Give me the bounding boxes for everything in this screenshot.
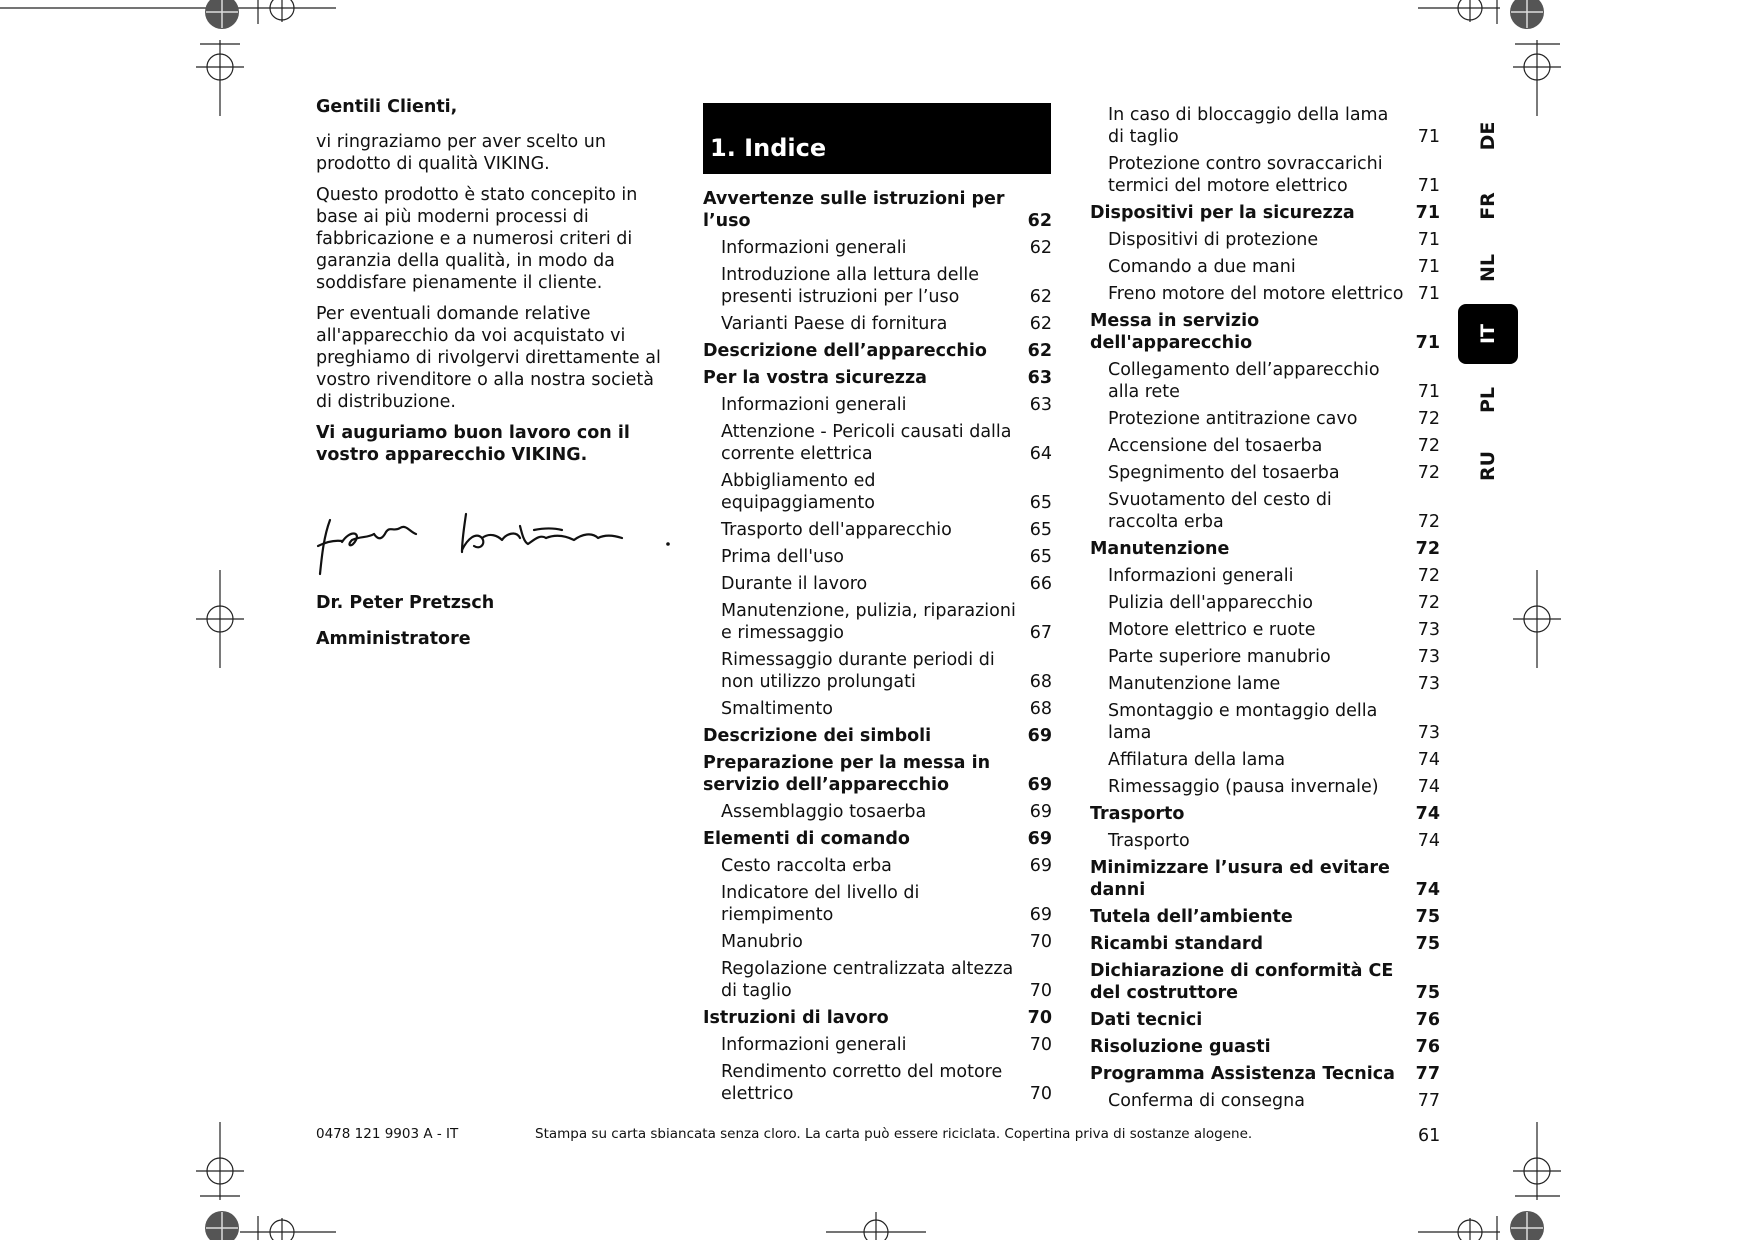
toc-entry[interactable]	[1090, 1090, 1440, 1112]
toc-entry-title: Manubrio	[721, 932, 803, 952]
toc-entry-page: 62	[1029, 287, 1052, 307]
toc-entry-title: Conferma di consegna	[1108, 1091, 1305, 1111]
toc-entry[interactable]	[1090, 933, 1440, 955]
lang-tab-de[interactable]	[1458, 106, 1518, 166]
toc-entry-page: 72	[1417, 566, 1440, 586]
toc-entry-title: Manutenzione lame	[1108, 674, 1281, 694]
toc-entry[interactable]	[1090, 565, 1440, 587]
paper-note: Stampa su carta sbiancata senza cloro. La carta può essere riciclata. Copertina priva di sostanze alogene.	[535, 1126, 1253, 1142]
lang-tab-pl[interactable]	[1458, 370, 1518, 430]
toc-entry-page: 66	[1029, 574, 1052, 594]
toc-entry-title: Attenzione - Pericoli causati dalla corrente elettrica	[721, 422, 1012, 464]
toc-entry[interactable]	[1090, 960, 1440, 1004]
toc-entry[interactable]	[703, 931, 1052, 953]
lang-tab-label: IT	[1477, 323, 1499, 345]
toc-entry[interactable]	[703, 519, 1052, 541]
intro-paragraph-1: vi ringraziamo per aver scelto un prodotto di qualità VIKING.	[316, 132, 606, 174]
toc-entry[interactable]	[1090, 700, 1440, 744]
toc-entry-page: 70	[1027, 1008, 1052, 1028]
toc-entry[interactable]	[703, 1034, 1052, 1056]
document-code: 0478 121 9903 A - IT	[316, 1126, 459, 1142]
toc-entry[interactable]	[703, 188, 1052, 232]
toc-entry-title: Protezione contro sovraccarichi termici del motore elettrico	[1108, 154, 1383, 196]
toc-entry[interactable]	[703, 573, 1052, 595]
toc-entry-page: 70	[1029, 1084, 1052, 1104]
toc-entry-page: 71	[1417, 284, 1440, 304]
toc-entry-page: 74	[1415, 880, 1440, 900]
toc-entry-title: Collegamento dell’apparecchio alla rete	[1108, 360, 1380, 402]
toc-entry-title: Dati tecnici	[1090, 1010, 1203, 1030]
toc-entry-title: Risoluzione guasti	[1090, 1037, 1271, 1057]
toc-entry-page: 70	[1029, 1035, 1052, 1055]
toc-entry-title: Rendimento corretto del motore elettrico	[721, 1062, 1003, 1104]
toc-entry-title: Parte superiore manubrio	[1108, 647, 1331, 667]
toc-entry[interactable]	[1090, 673, 1440, 695]
toc-entry[interactable]	[703, 1007, 1052, 1029]
toc-entry-title: Rimessaggio (pausa invernale)	[1108, 777, 1379, 797]
toc-entry-page: 71	[1417, 382, 1440, 402]
toc-entry[interactable]	[1090, 435, 1440, 457]
toc-entry[interactable]	[703, 313, 1052, 335]
toc-entry[interactable]	[703, 649, 1052, 693]
toc-entry-title: Comando a due mani	[1108, 257, 1296, 277]
toc-entry-page: 76	[1415, 1010, 1440, 1030]
lang-tab-label: PL	[1477, 386, 1499, 414]
toc-entry-page: 74	[1417, 750, 1440, 770]
toc-entry-page: 69	[1029, 856, 1052, 876]
toc-entry-title: Informazioni generali	[721, 238, 907, 258]
toc-entry[interactable]	[703, 546, 1052, 568]
toc-entry-title: Trasporto	[1108, 831, 1190, 851]
toc-entry-title: Minimizzare l’usura ed evitare danni	[1090, 858, 1390, 900]
toc-entry[interactable]	[1090, 153, 1440, 197]
toc-entry-page: 72	[1417, 512, 1440, 532]
toc-entry[interactable]	[703, 752, 1052, 796]
toc-entry[interactable]	[703, 882, 1052, 926]
toc-entry-page: 77	[1417, 1091, 1440, 1111]
toc-entry-title: Informazioni generali	[721, 1035, 907, 1055]
toc-entry-page: 72	[1417, 463, 1440, 483]
toc-entry-page: 72	[1415, 539, 1440, 559]
toc-entry[interactable]	[1090, 1063, 1440, 1085]
toc-entry[interactable]	[1090, 619, 1440, 641]
toc-entry-title: Descrizione dell’apparecchio	[703, 341, 987, 361]
lang-tab-label: RU	[1477, 450, 1499, 482]
toc-entry[interactable]	[1090, 803, 1440, 825]
toc-entry-title: Tutela dell’ambiente	[1090, 907, 1293, 927]
toc-entry[interactable]	[703, 470, 1052, 514]
toc-entry-title: Introduzione alla lettura delle presenti istruzioni per l’uso	[721, 265, 980, 307]
toc-entry-title: Dichiarazione di conformità CE del costruttore	[1090, 961, 1394, 1003]
toc-entry-page: 73	[1417, 674, 1440, 694]
toc-entry-title: Spegnimento del tosaerba	[1108, 463, 1340, 483]
lang-tab-it[interactable]	[1458, 304, 1518, 364]
toc-entry-title: Avvertenze sulle istruzioni per l’uso	[703, 189, 1005, 231]
intro-closing: Vi auguriamo buon lavoro con il vostro apparecchio VIKING.	[316, 423, 630, 465]
toc-entry[interactable]	[703, 237, 1052, 259]
toc-entry-title: Regolazione centralizzata altezza di taglio	[721, 959, 1014, 1001]
toc-entry-title: Rimessaggio durante periodi di non utilizzo prolungati	[721, 650, 995, 692]
toc-entry-page: 71	[1415, 333, 1440, 353]
toc-entry[interactable]	[703, 340, 1052, 362]
toc-entry[interactable]	[1090, 538, 1440, 560]
lang-tab-label: DE	[1477, 121, 1499, 151]
toc-entry[interactable]	[1090, 462, 1440, 484]
toc-entry-title: Descrizione dei simboli	[703, 726, 932, 746]
toc-entry-page: 69	[1027, 775, 1052, 795]
toc-entry-page: 74	[1415, 804, 1440, 824]
toc-entry-page: 73	[1417, 647, 1440, 667]
toc-entry-title: Istruzioni di lavoro	[703, 1008, 889, 1028]
toc-entry[interactable]	[1090, 256, 1440, 278]
toc-title: 1. Indice	[703, 103, 1051, 174]
lang-tab-label: FR	[1477, 192, 1499, 220]
signer-role: Amministratore	[316, 629, 471, 649]
toc-entry[interactable]	[703, 801, 1052, 823]
toc-entry-page: 69	[1027, 726, 1052, 746]
toc-entry-title: Dispositivi per la sicurezza	[1090, 203, 1355, 223]
toc-entry[interactable]	[703, 855, 1052, 877]
toc-entry-page: 71	[1417, 176, 1440, 196]
toc-entry-page: 63	[1029, 395, 1052, 415]
toc-entry-title: Abbigliamento ed equipaggiamento	[721, 471, 876, 513]
toc-entry[interactable]	[703, 421, 1052, 465]
toc-entry[interactable]	[1090, 857, 1440, 901]
toc-entry-page: 62	[1029, 238, 1052, 258]
toc-entry-title: Programma Assistenza Tecnica	[1090, 1064, 1395, 1084]
toc-entry-title: Smaltimento	[721, 699, 833, 719]
toc-entry[interactable]	[1090, 229, 1440, 251]
toc-entry[interactable]	[703, 1061, 1052, 1105]
handwritten-signature	[316, 510, 676, 580]
toc-entry[interactable]	[703, 725, 1052, 747]
toc-entry-page: 71	[1415, 203, 1440, 223]
toc-entry[interactable]	[1090, 776, 1440, 798]
toc-entry[interactable]	[703, 828, 1052, 850]
toc-entry-page: 69	[1029, 905, 1052, 925]
toc-entry-title: Svuotamento del cesto di raccolta erba	[1108, 490, 1332, 532]
toc-entry-page: 65	[1029, 493, 1052, 513]
toc-entry[interactable]	[1090, 310, 1440, 354]
lang-tab-label: NL	[1477, 253, 1499, 283]
toc-entry[interactable]	[703, 600, 1052, 644]
toc-entry[interactable]	[1090, 202, 1440, 224]
toc-entry-page: 73	[1417, 620, 1440, 640]
toc-entry[interactable]	[1090, 592, 1440, 614]
toc-entry[interactable]	[703, 367, 1052, 389]
toc-entry[interactable]	[1090, 359, 1440, 403]
toc-entry[interactable]	[703, 698, 1052, 720]
lang-tab-fr[interactable]	[1458, 176, 1518, 236]
toc-entry-title: Manutenzione, pulizia, riparazioni e rimessaggio	[721, 601, 1016, 643]
toc-entry-title: Assemblaggio tosaerba	[721, 802, 927, 822]
toc-entry-page: 75	[1415, 983, 1440, 1003]
toc-entry[interactable]	[1090, 1036, 1440, 1058]
toc-entry[interactable]	[1090, 646, 1440, 668]
signer-name: Dr. Peter Pretzsch	[316, 593, 495, 613]
toc-entry-title: Elementi di comando	[703, 829, 910, 849]
greeting: Gentili Clienti,	[316, 97, 458, 117]
toc-entry-page: 72	[1417, 409, 1440, 429]
toc-entry-title: Indicatore del livello di riempimento	[721, 883, 920, 925]
toc-entry-page: 73	[1417, 723, 1440, 743]
toc-entry-page: 69	[1027, 829, 1052, 849]
toc-entry-page: 68	[1029, 699, 1052, 719]
toc-entry-title: Affilatura della lama	[1108, 750, 1286, 770]
toc-entry-page: 62	[1029, 314, 1052, 334]
toc-entry[interactable]	[1090, 906, 1440, 928]
toc-entry-page: 62	[1027, 211, 1052, 231]
toc-entry-title: Prima dell'uso	[721, 547, 844, 567]
toc-entry-page: 68	[1029, 672, 1052, 692]
toc-entry-title: Preparazione per la messa in servizio dell’apparecchio	[703, 753, 991, 795]
toc-entry-title: Dispositivi di protezione	[1108, 230, 1319, 250]
toc-entry-title: Cesto raccolta erba	[721, 856, 892, 876]
toc-entry-title: Freno motore del motore elettrico	[1108, 284, 1404, 304]
toc-entry-title: In caso di bloccaggio della lama di taglio	[1108, 105, 1389, 147]
toc-entry-page: 70	[1029, 981, 1052, 1001]
toc-entry[interactable]	[1090, 283, 1440, 305]
toc-entry-title: Messa in servizio dell'apparecchio	[1090, 311, 1260, 353]
toc-entry-page: 63	[1027, 368, 1052, 388]
toc-entry-page: 71	[1417, 257, 1440, 277]
lang-tab-ru[interactable]	[1458, 436, 1518, 496]
toc-entry[interactable]	[1090, 749, 1440, 771]
toc-entry-title: Manutenzione	[1090, 539, 1230, 559]
toc-entry-title: Trasporto	[1090, 804, 1185, 824]
toc-entry-title: Smontaggio e montaggio della lama	[1108, 701, 1378, 743]
toc-entry-page: 70	[1029, 932, 1052, 952]
toc-entry-page: 72	[1417, 593, 1440, 613]
toc-column-1	[703, 188, 1052, 1110]
toc-entry[interactable]	[1090, 830, 1440, 852]
toc-entry-page: 64	[1029, 444, 1052, 464]
toc-entry-title: Varianti Paese di fornitura	[721, 314, 948, 334]
toc-entry-title: Durante il lavoro	[721, 574, 868, 594]
intro-letter	[316, 96, 666, 475]
toc-entry-page: 75	[1415, 934, 1440, 954]
toc-entry-page: 77	[1415, 1064, 1440, 1084]
toc-entry-page: 76	[1415, 1037, 1440, 1057]
toc-entry-page: 65	[1029, 520, 1052, 540]
page-number: 61	[1418, 1126, 1441, 1146]
toc-column-2	[1090, 104, 1440, 1117]
toc-entry-page: 62	[1027, 341, 1052, 361]
toc-entry-page: 69	[1029, 802, 1052, 822]
toc-entry-page: 74	[1417, 777, 1440, 797]
toc-entry-page: 75	[1415, 907, 1440, 927]
toc-entry-title: Protezione antitrazione cavo	[1108, 409, 1358, 429]
toc-entry-title: Informazioni generali	[1108, 566, 1294, 586]
toc-entry-page: 67	[1029, 623, 1052, 643]
toc-entry-page: 71	[1417, 230, 1440, 250]
toc-entry-title: Trasporto dell'apparecchio	[721, 520, 952, 540]
toc-entry-page: 74	[1417, 831, 1440, 851]
toc-entry-title: Pulizia dell'apparecchio	[1108, 593, 1313, 613]
toc-entry-page: 65	[1029, 547, 1052, 567]
toc-entry[interactable]	[703, 394, 1052, 416]
toc-entry-page: 72	[1417, 436, 1440, 456]
toc-entry[interactable]	[1090, 489, 1440, 533]
toc-entry[interactable]	[1090, 408, 1440, 430]
lang-tab-nl[interactable]	[1458, 238, 1518, 298]
toc-entry-page: 71	[1417, 127, 1440, 147]
toc-entry-title: Informazioni generali	[721, 395, 907, 415]
toc-entry[interactable]	[1090, 1009, 1440, 1031]
intro-paragraph-3: Per eventuali domande relative all'apparecchio da voi acquistato vi preghiamo di rivolgervi direttamente al vostro rivenditore o alla nostra società di distribuzione.	[316, 304, 661, 412]
toc-entry[interactable]	[1090, 104, 1440, 148]
toc-entry[interactable]	[703, 958, 1052, 1002]
toc-entry[interactable]	[703, 264, 1052, 308]
toc-entry-title: Motore elettrico e ruote	[1108, 620, 1316, 640]
toc-entry-title: Ricambi standard	[1090, 934, 1264, 954]
intro-paragraph-2: Questo prodotto è stato concepito in base ai più moderni processi di fabbricazione e a numerosi criteri di garanzia della qualità, in modo da soddisfare pienamente il cliente.	[316, 185, 638, 293]
toc-entry-title: Accensione del tosaerba	[1108, 436, 1323, 456]
toc-entry-title: Per la vostra sicurezza	[703, 368, 927, 388]
